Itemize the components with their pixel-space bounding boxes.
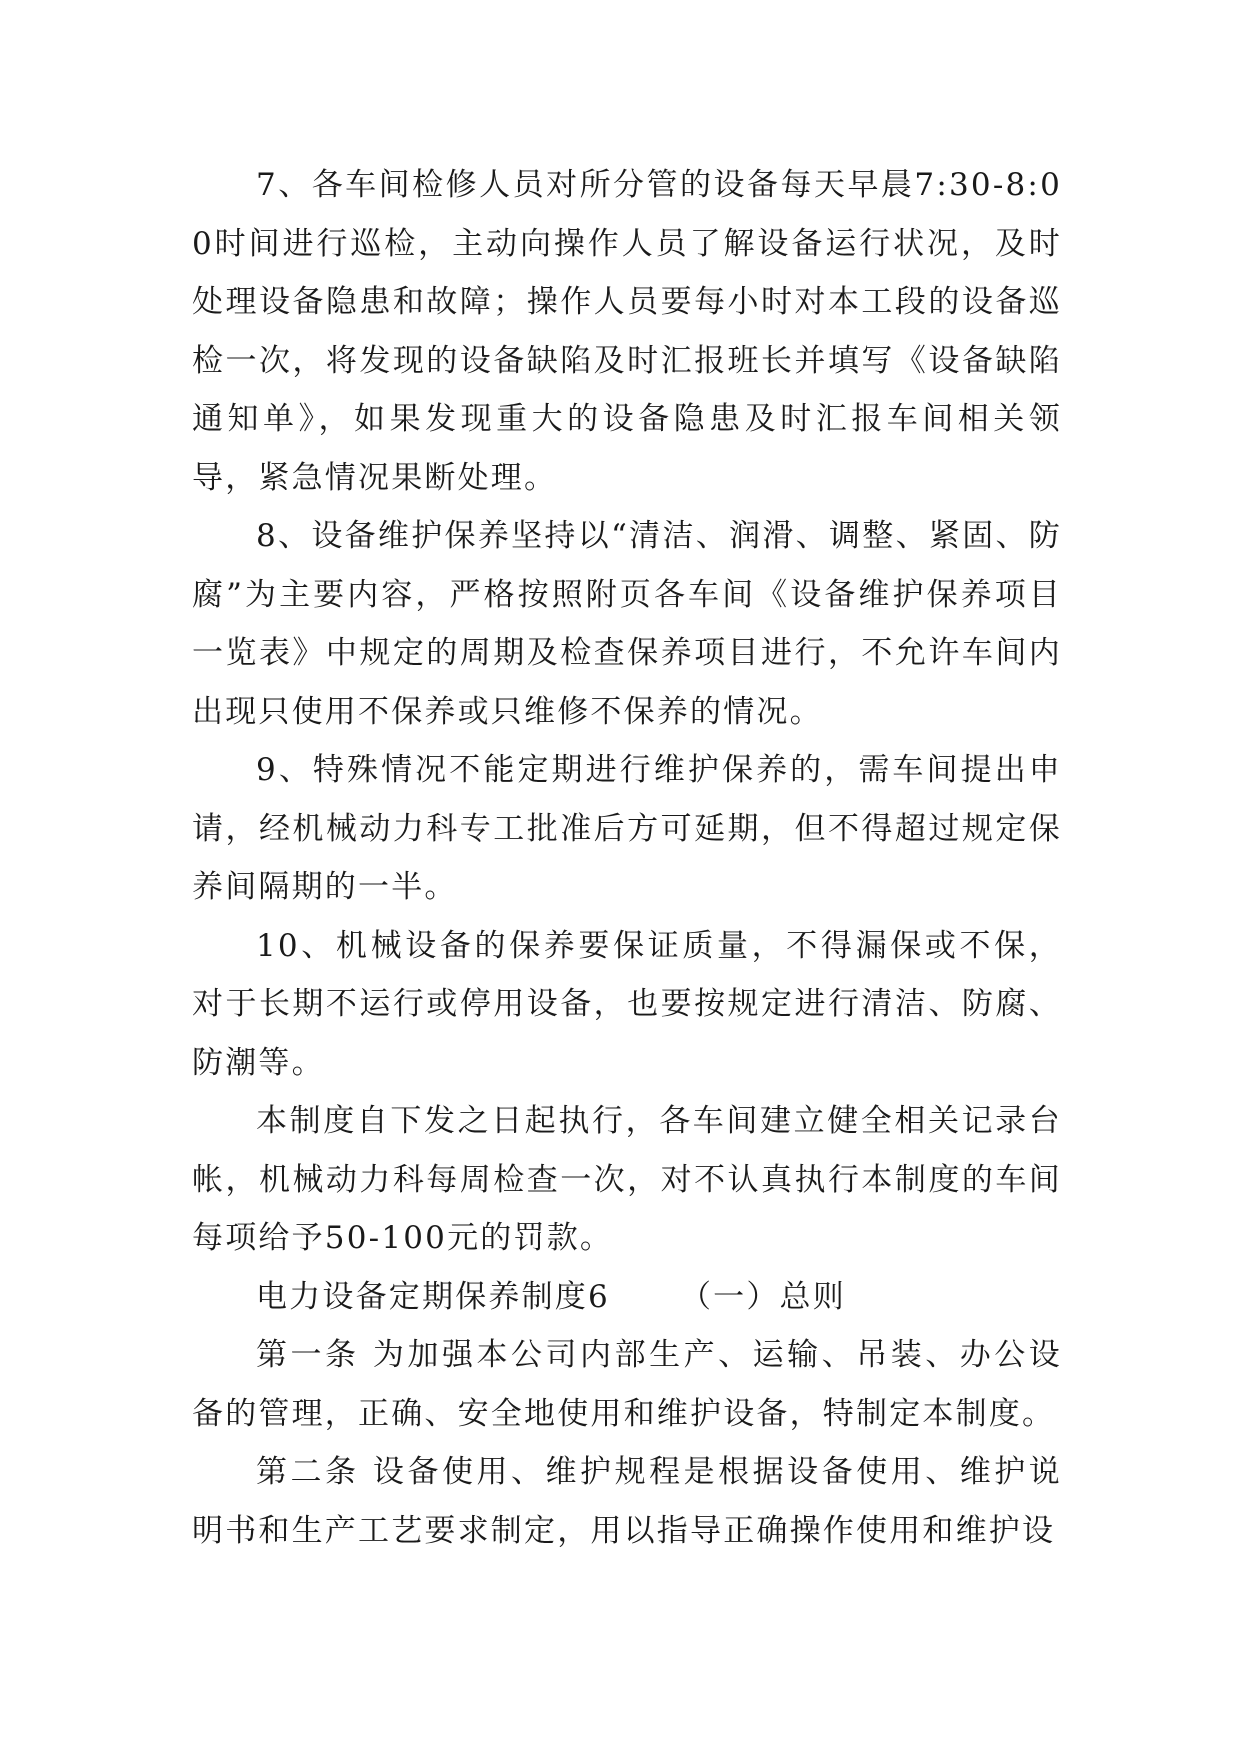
paragraph-effective-clause: 本制度自下发之日起执行，各车间建立健全相关记录台帐，机械动力科每周检查一次，对不认真执行本制度的车间每项给予50-100元的罚款。	[192, 1103, 1062, 1256]
paragraph-item-9: 9、特殊情况不能定期进行维护保养的，需车间提出申请，经机械动力科专工批准后方可延期，但不得超过规定保养间隔期的一半。	[192, 752, 1062, 905]
section-heading	[192, 1268, 1062, 1327]
article-1: 第一条 为加强本公司内部生产、运输、吊装、办公设备的管理，正确、安全地使用和维护设备，特制定本制度。	[192, 1337, 1062, 1432]
article-2: 第二条 设备使用、维护规程是根据设备使用、维护说明书和生产工艺要求制定，用以指导正确操作使用和维护设	[192, 1454, 1062, 1549]
paragraph-item-7: 7、各车间检修人员对所分管的设备每天早晨7:30-8:00时间进行巡检，主动向操作人员了解设备运行状况，及时处理设备隐患和故障；操作人员要每小时对本工段的设备巡检一次，将发现的设备缺陷及时汇报班长并填写《设备缺陷通知单》，如果发现重大的设备隐患及时汇报车间相关领导，紧急情况果断处理。	[192, 167, 1062, 496]
paragraph-item-8: 8、设备维护保养坚持以“清洁、润滑、调整、紧固、防腐”为主要内容，严格按照附页各车间《设备维护保养项目一览表》中规定的周期及检查保养项目进行，不允许车间内出现只使用不保养或只维修不保养的情况。	[192, 518, 1062, 730]
paragraph-item-10: 10、机械设备的保养要保证质量，不得漏保或不保，对于长期不运行或停用设备，也要按规定进行清洁、防腐、防潮等。	[192, 927, 1062, 1081]
heading-section: （一）总则	[679, 1278, 846, 1315]
document-body	[192, 156, 1062, 1560]
heading-title: 电力设备定期保养制度6	[256, 1278, 610, 1315]
